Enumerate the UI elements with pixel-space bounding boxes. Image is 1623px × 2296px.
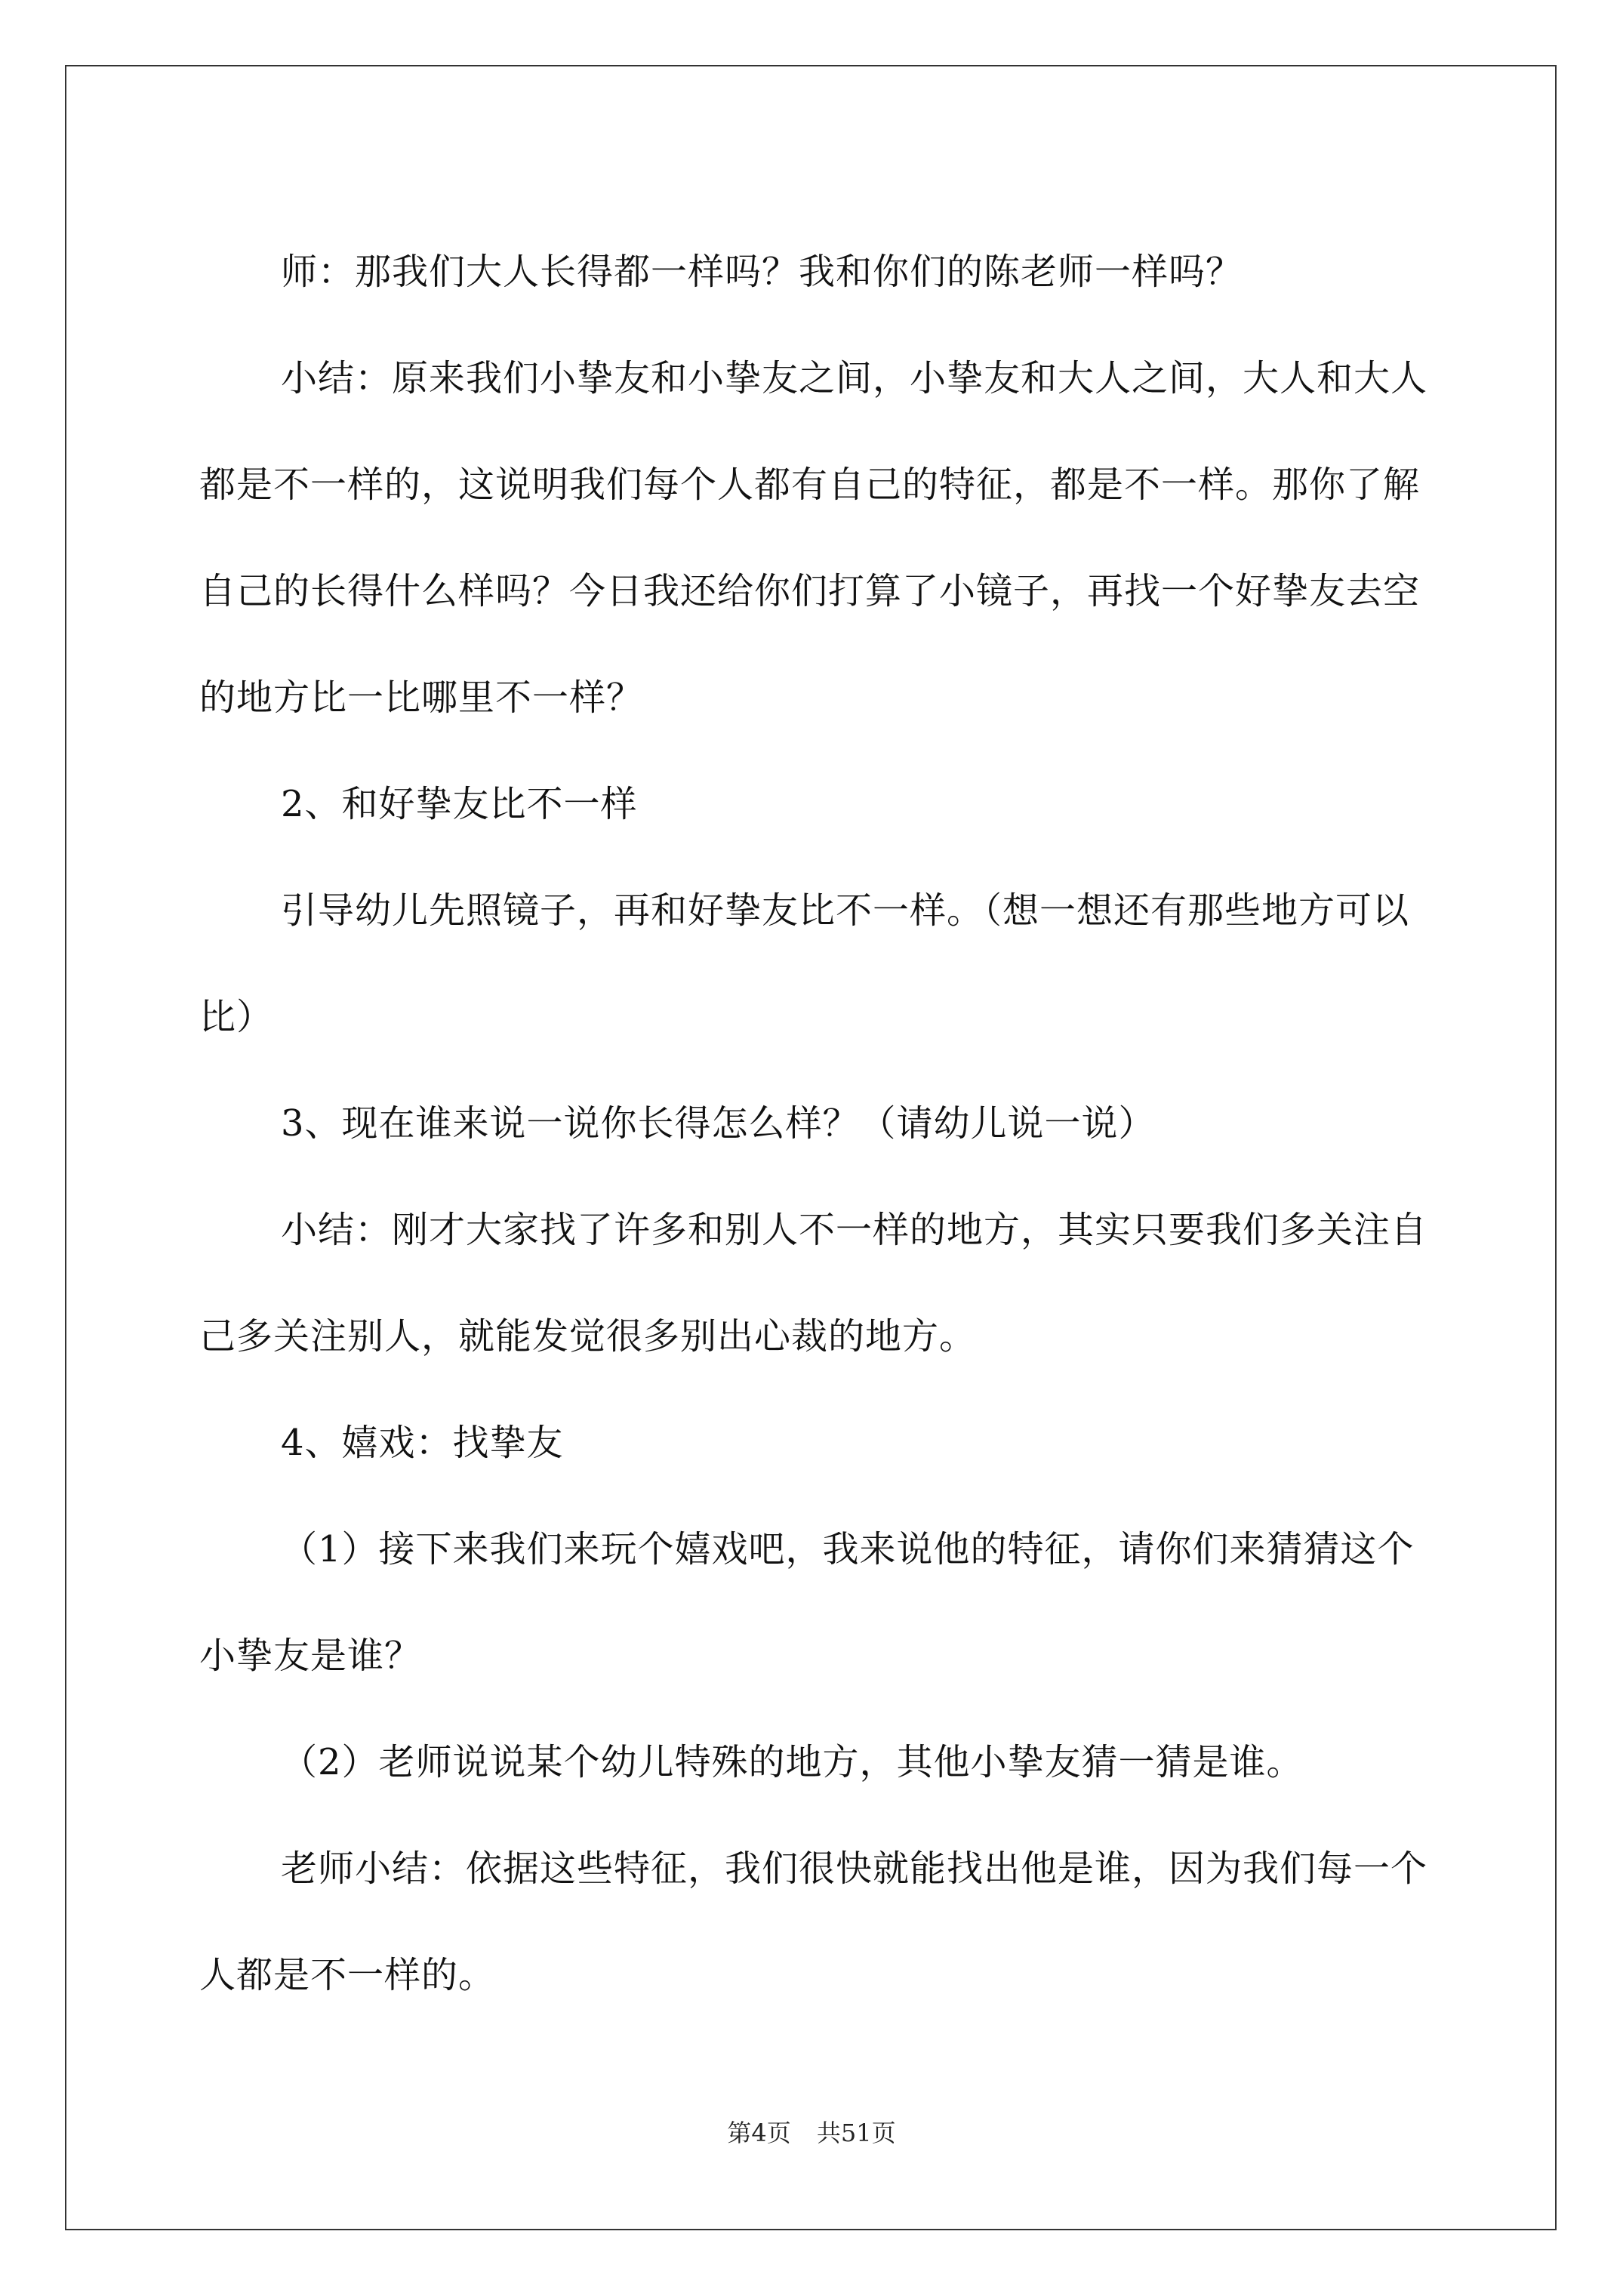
paragraph-1: 师：那我们大人长得都一样吗？我和你们的陈老师一样吗？ <box>281 251 1243 293</box>
paragraph-4: 引导幼儿先照镜子，再和好挚友比不一样。（想一想还有那些地方可以比） <box>199 889 1410 1038</box>
paragraph-8: （1）接下来我们来玩个嬉戏吧，我来说他的特征，请你们来猜猜这个小挚友是谁？ <box>199 1528 1415 1677</box>
document-body <box>199 219 1431 2029</box>
paragraph-7: 4、嬉戏：找挚友 <box>281 1422 564 1464</box>
paragraph-10: 老师小结：依据这些特征，我们很快就能找出他是谁，因为我们每一个人都是不一样的。 <box>199 1848 1428 1996</box>
page-footer <box>0 2114 1623 2149</box>
page-number: 第4页 <box>727 2119 791 2147</box>
paragraph-2: 小结：原来我们小挚友和小挚友之间，小挚友和大人之间，大人和大人都是不一样的，这说明我们每个人都有自己的特征，都是不一样。那你了解自己的长得什么样吗？今日我还给你们打算了小镜子，再找一个好挚友去空的地方比一比哪里不一样？ <box>199 357 1428 719</box>
page-total: 共51页 <box>816 2119 896 2147</box>
paragraph-9: （2）老师说说某个幼儿特殊的地方，其他小挚友猜一猜是谁。 <box>281 1741 1304 1783</box>
paragraph-6: 小结：刚才大家找了许多和别人不一样的地方，其实只要我们多关注自己多关注别人，就能发觉很多别出心裁的地方。 <box>199 1209 1428 1358</box>
paragraph-3: 2、和好挚友比不一样 <box>281 783 638 825</box>
paragraph-5: 3、现在谁来说一说你长得怎么样？（请幼儿说一说） <box>281 1102 1156 1145</box>
